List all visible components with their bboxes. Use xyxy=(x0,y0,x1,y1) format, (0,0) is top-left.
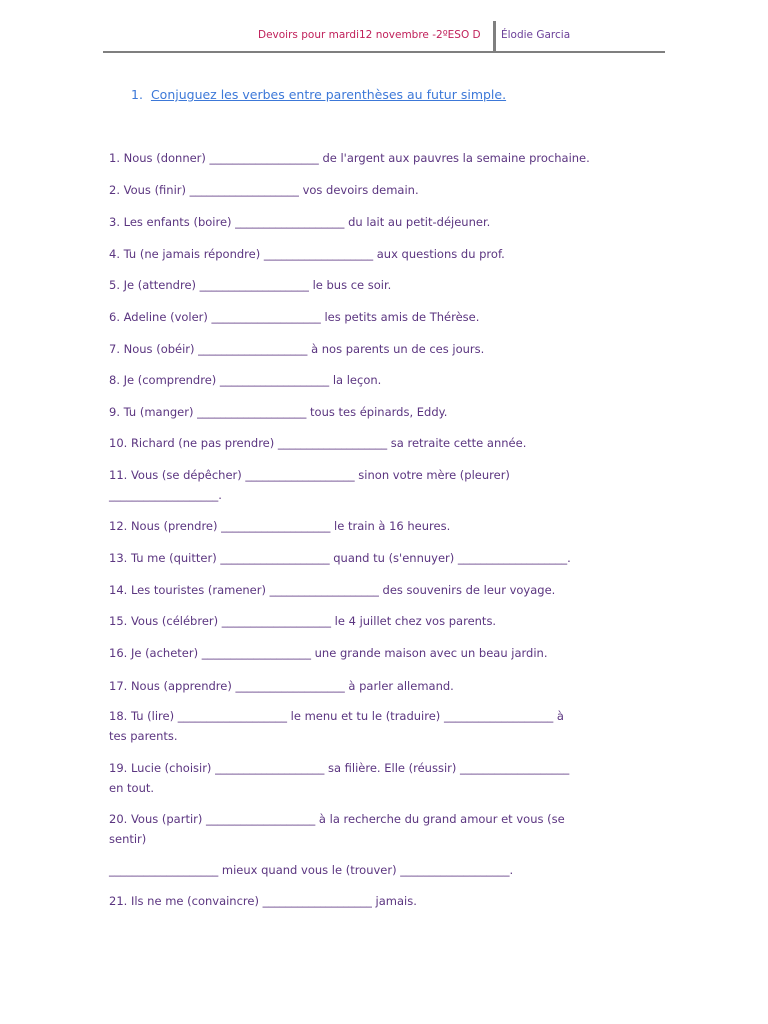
exercise-line: ___________________ mieux quand vous le (trouver) ___________________. xyxy=(109,863,514,877)
exercise-line: 19. Lucie (choisir) ___________________ sa filière. Elle (réussir) ___________________ xyxy=(109,761,570,775)
exercise-line: 5. Je (attendre) ___________________ le bus ce soir. xyxy=(109,278,392,292)
exercise-line: 7. Nous (obéir) ___________________ à nos parents un de ces jours. xyxy=(109,342,485,356)
header-author: Élodie Garcia xyxy=(501,29,571,41)
exercise-line: 20. Vous (partir) ___________________ à la recherche du grand amour et vous (se xyxy=(109,812,565,826)
exercise-line: 11. Vous (se dépêcher) ___________________ sinon votre mère (pleurer) xyxy=(109,468,510,482)
exercise-line: 2. Vous (finir) ___________________ vos devoirs demain. xyxy=(109,183,419,197)
exercise-line: 21. Ils ne me (convaincre) ___________________ jamais. xyxy=(109,894,417,908)
exercise-line: en tout. xyxy=(109,781,155,795)
header-separator xyxy=(493,21,496,51)
exercise-line: 1. Nous (donner) ___________________ de l'argent aux pauvres la semaine prochaine. xyxy=(109,151,590,165)
exercise-line: 14. Les touristes (ramener) ___________________ des souvenirs de leur voyage. xyxy=(109,583,556,597)
exercise-title xyxy=(131,87,506,102)
exercise-line: 16. Je (acheter) ___________________ une grande maison avec un beau jardin. xyxy=(109,646,548,660)
header-assignment-label: Devoirs pour mardi12 novembre -2ºESO D xyxy=(258,29,481,41)
exercise-line: tes parents. xyxy=(109,729,178,743)
exercise-line: 15. Vous (célébrer) ___________________ le 4 juillet chez vos parents. xyxy=(109,614,497,628)
exercise-line: 4. Tu (ne jamais répondre) ___________________ aux questions du prof. xyxy=(109,247,505,261)
exercise-line: 8. Je (comprendre) ___________________ la leçon. xyxy=(109,373,382,387)
page-header xyxy=(103,21,665,53)
exercise-number: 1. xyxy=(131,87,143,102)
exercise-line: 18. Tu (lire) ___________________ le menu et tu le (traduire) ___________________ à xyxy=(109,709,564,723)
exercise-line: 9. Tu (manger) ___________________ tous tes épinards, Eddy. xyxy=(109,405,448,419)
exercise-instruction: Conjuguez les verbes entre parenthèses au futur simple. xyxy=(150,87,507,102)
exercise-line: 6. Adeline (voler) ___________________ les petits amis de Thérèse. xyxy=(109,310,480,324)
exercise-line: 17. Nous (apprendre) ___________________ à parler allemand. xyxy=(109,679,454,693)
exercise-line: ___________________. xyxy=(109,488,222,502)
exercise-line: 3. Les enfants (boire) ___________________ du lait au petit-déjeuner. xyxy=(109,215,491,229)
exercise-line: 13. Tu me (quitter) ___________________ quand tu (s'ennuyer) ___________________. xyxy=(109,551,571,565)
exercise-line: sentir) xyxy=(109,832,147,846)
exercise-line: 10. Richard (ne pas prendre) ___________________ sa retraite cette année. xyxy=(109,436,527,450)
exercise-line: 12. Nous (prendre) ___________________ le train à 16 heures. xyxy=(109,519,451,533)
